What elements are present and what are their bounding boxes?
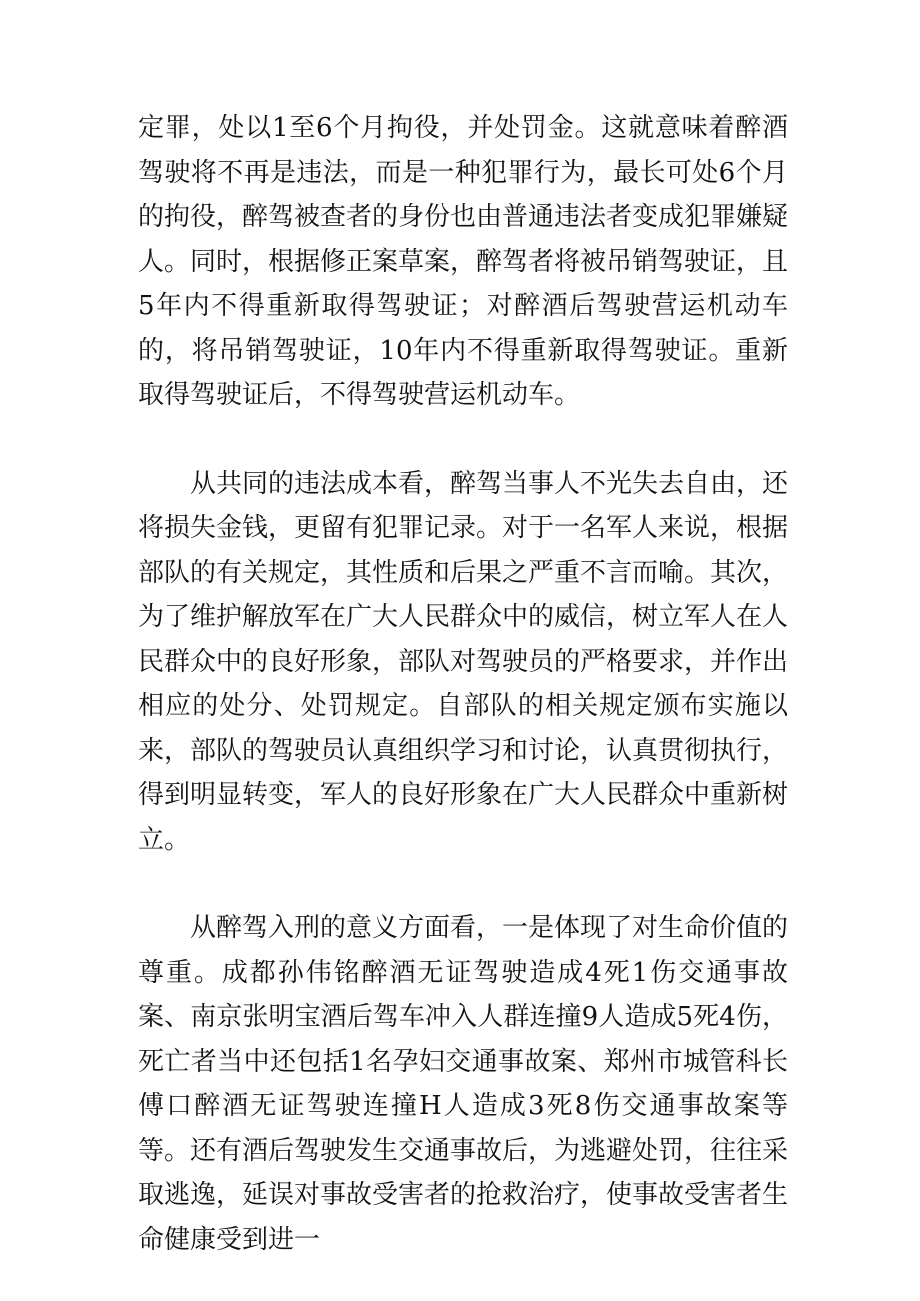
paragraph-3: 从醉驾入刑的意义方面看，一是体现了对生命价值的尊重。成都孙伟铭醉酒无证驾驶造成4死1伤交通事故案、南京张明宝酒后驾车冲入人群连撞9人造成5死4伤，死亡者当中还包括1名孕妇交通事故案、郑州市城管科长傅口醉酒无证驾驶连撞H人造成3死8伤交通事故案等等。还有酒后驾驶发生交通事故后，为逃避处罚，往往采取逃逸，延误对事故受害者的抢救治疗，使事故受害者生命健康受到进一 [138, 913, 789, 1255]
document-body [138, 106, 788, 1262]
paragraph-2: 从共同的违法成本看，醉驾当事人不光失去自由，还将损失金钱，更留有犯罪记录。对于一名军人来说，根据部队的有关规定，其性质和后果之严重不言而喻。其次，为了维护解放军在广大人民群众中的威信，树立军人在人民群众中的良好形象，部队对驾驶员的严格要求，并作出相应的处分、处罚规定。自部队的相关规定颁布实施以来，部队的驾驶员认真组织学习和讨论，认真贯彻执行，得到明显转变，军人的良好形象在广大人民群众中重新树立。 [138, 468, 789, 855]
paragraph-1: 定罪，处以1至6个月拘役，并处罚金。这就意味着醉酒驾驶将不再是违法，而是一种犯罪行为，最长可处6个月的拘役，醉驾被查者的身份也由普通违法者变成犯罪嫌疑人。同时，根据修正案草案，醉驾者将被吊销驾驶证，且5年内不得重新取得驾驶证；对醉酒后驾驶营运机动车的，将吊销驾驶证，10年内不得重新取得驾驶证。重新取得驾驶证后，不得驾驶营运机动车。 [138, 113, 789, 410]
